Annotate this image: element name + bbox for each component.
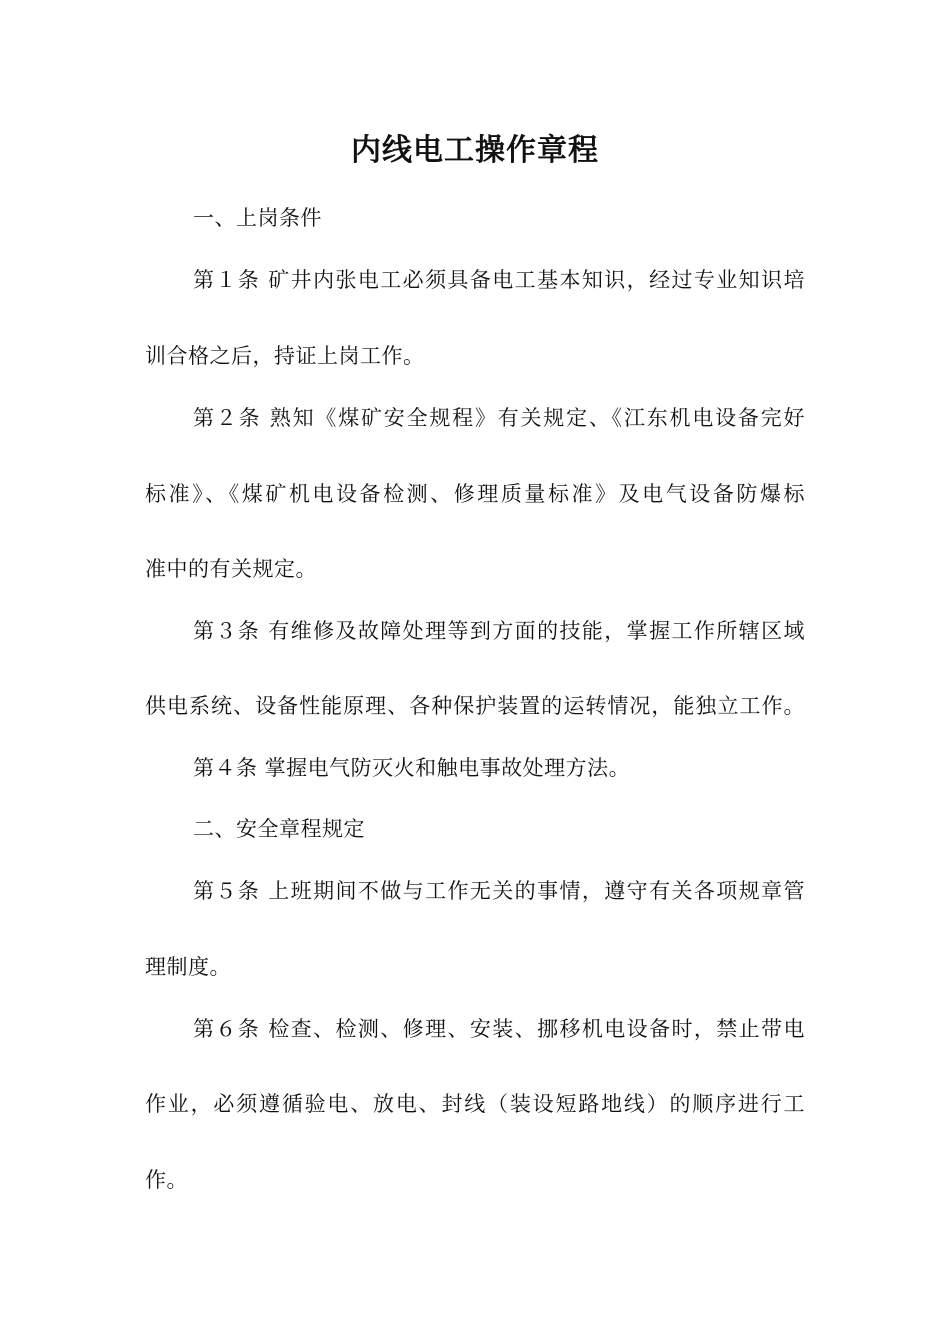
section-heading: 二、安全章程规定 xyxy=(193,817,365,841)
paragraph-line: 作业，必须遵循验电、放电、封线（装设短路地线）的顺序进行工 xyxy=(145,1092,805,1116)
paragraph-line: 第２条 熟知《煤矿安全规程》有关规定、《江东机电设备完好 xyxy=(193,406,805,430)
section-heading: 一、上岗条件 xyxy=(193,206,322,230)
paragraph-line: 训合格之后，持证上岗工作。 xyxy=(145,344,425,368)
paragraph-line: 标准》、《煤矿机电设备检测、修理质量标准》及电气设备防爆标 xyxy=(145,482,805,506)
paragraph-line: 理制度。 xyxy=(145,955,231,979)
paragraph-line: 第５条 上班期间不做与工作无关的事情，遵守有关各项规章管 xyxy=(193,879,805,903)
paragraph-line: 第６条 检查、检测、修理、安装、挪移机电设备时，禁止带电 xyxy=(193,1017,805,1041)
paragraph-line: 准中的有关规定。 xyxy=(145,557,317,581)
paragraph-line: 第１条 矿井内张电工必须具备电工基本知识，经过专业知识培 xyxy=(193,268,805,292)
paragraph-line: 作。 xyxy=(145,1168,188,1192)
paragraph-line: 第４条 掌握电气防灭火和触电事故处理方法。 xyxy=(193,756,631,780)
paragraph-line: 第３条 有维修及故障处理等到方面的技能，掌握工作所辖区域 xyxy=(193,619,805,643)
paragraph-line: 供电系统、设备性能原理、各种保护装置的运转情况，能独立工作。 xyxy=(145,694,805,718)
document-title: 内线电工操作章程 xyxy=(351,133,599,168)
